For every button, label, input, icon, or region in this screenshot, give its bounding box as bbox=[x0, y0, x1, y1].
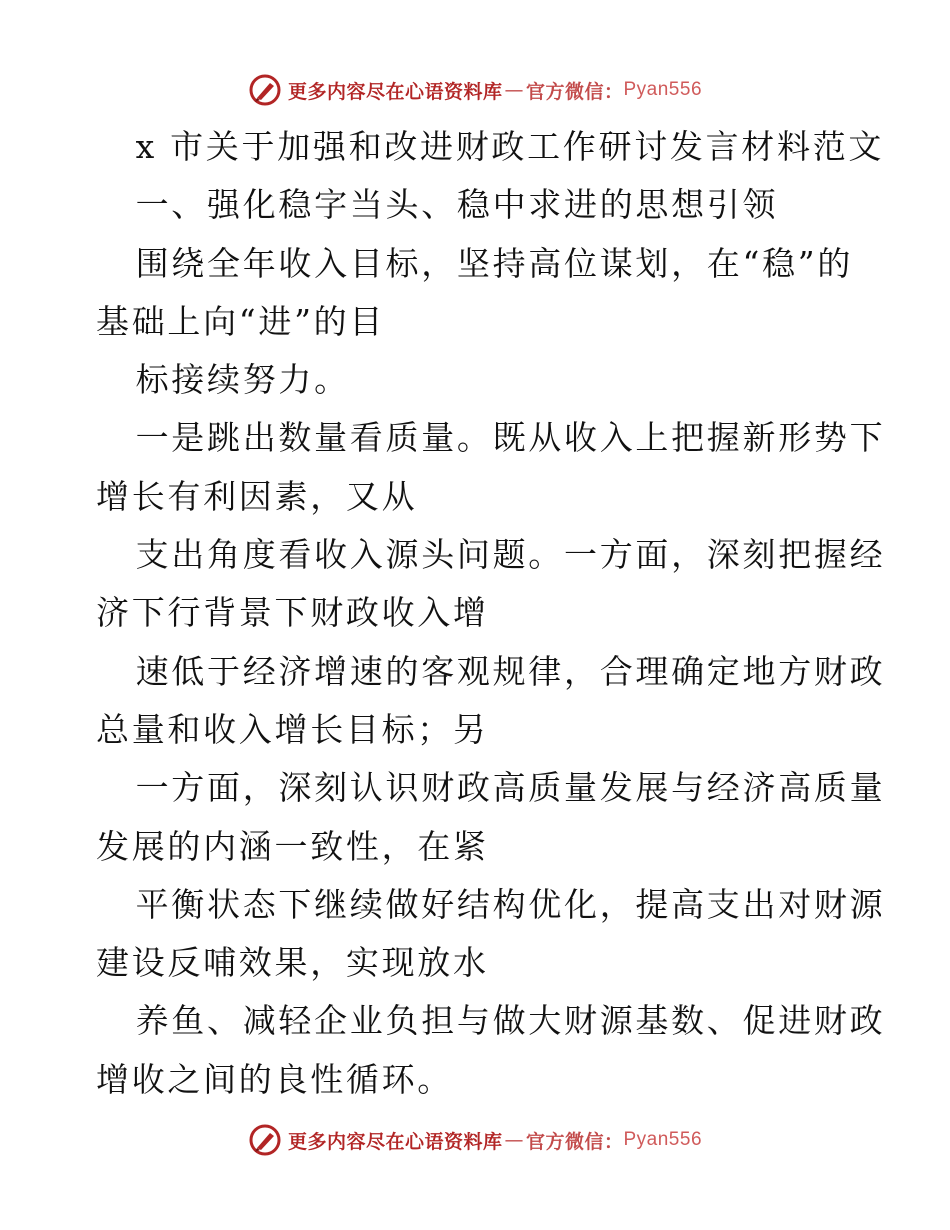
paragraph-line: 围绕全年收入目标，坚持高位谋划，在“稳”的 bbox=[135, 243, 854, 283]
paragraph-line: 发展的内涵一致性，在紧 bbox=[96, 826, 489, 866]
paragraph-line: 增收之间的良性循环。 bbox=[96, 1059, 453, 1099]
banner-wechat-id: Pyan556 bbox=[623, 79, 703, 100]
banner-separator: — bbox=[504, 79, 524, 101]
paragraph-line: 速低于经济增速的客观规律，合理确定地方财政 bbox=[135, 651, 886, 691]
paragraph-line: 标接续努力。 bbox=[135, 360, 350, 400]
paragraph-line: 济下行背景下财政收入增 bbox=[96, 593, 489, 633]
paragraph-line: 一是跳出数量看质量。既从收入上把握新形势下 bbox=[135, 418, 886, 458]
banner-text: 更多内容尽在心语资料库 bbox=[287, 80, 503, 103]
banner-text: 更多内容尽在心语资料库 bbox=[287, 1130, 503, 1153]
document-body bbox=[96, 118, 886, 1109]
paragraph-line: 平衡状态下继续做好结构优化，提高支出对财源 bbox=[135, 884, 886, 924]
paragraph-line: 基础上向“进”的目 bbox=[96, 301, 386, 341]
banner-wechat-label: 官方微信： bbox=[525, 80, 624, 103]
header-banner bbox=[0, 70, 950, 110]
section-heading: 一、强化稳字当头、稳中求进的思想引领 bbox=[135, 185, 779, 225]
paragraph-line: 总量和收入增长目标；另 bbox=[96, 709, 489, 749]
pen-logo-icon bbox=[248, 1123, 282, 1157]
paragraph-line: 一方面，深刻认识财政高质量发展与经济高质量 bbox=[135, 768, 886, 808]
banner-separator: — bbox=[504, 1129, 524, 1151]
banner-wechat-label: 官方微信： bbox=[525, 1130, 624, 1153]
paragraph-line: 养鱼、减轻企业负担与做大财源基数、促进财政 bbox=[135, 1001, 886, 1041]
paragraph-line: 增长有利因素，又从 bbox=[96, 476, 418, 516]
pen-logo-icon bbox=[248, 73, 282, 107]
paragraph-line: 建设反哺效果，实现放水 bbox=[96, 943, 489, 983]
banner-wechat-id: Pyan556 bbox=[623, 1129, 703, 1150]
paragraph-line: 支出角度看收入源头问题。一方面，深刻把握经 bbox=[135, 535, 886, 575]
document-title: x 市关于加强和改进财政工作研讨发言材料范文 bbox=[135, 127, 885, 166]
footer-banner bbox=[0, 1120, 950, 1160]
